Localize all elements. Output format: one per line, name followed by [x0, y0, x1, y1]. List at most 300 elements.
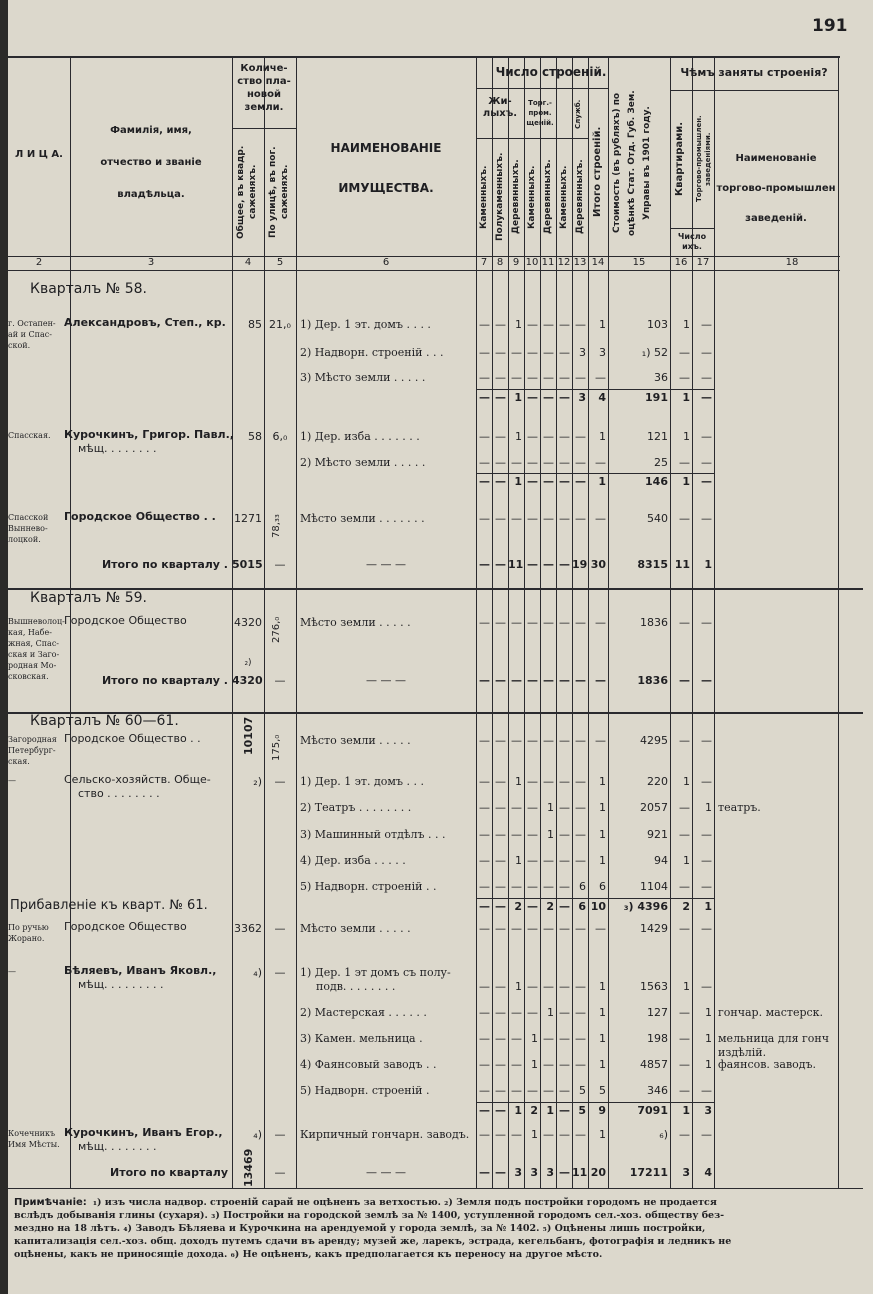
cell-col-16: 11 [674, 558, 690, 571]
cell-col-17: — [701, 371, 712, 384]
cell-col-7: — [479, 456, 490, 469]
cell-col-7: — [479, 900, 490, 913]
cell-col-8: — [495, 880, 506, 893]
street-line: — [8, 967, 16, 976]
header-land-line: новой [247, 89, 281, 100]
cell-col-15: 127 [647, 1006, 668, 1019]
cell-col-17: 3 [704, 1104, 712, 1117]
header-wood: Деревянныхъ. [511, 159, 521, 235]
cell-col-8: — [495, 854, 506, 867]
cell-col-14: 1 [599, 775, 606, 788]
header-owner-line: владѣльца. [117, 189, 185, 200]
cell-col-15: 1563 [640, 980, 668, 993]
cell-col-13: — [575, 430, 586, 443]
cell-col-16: — [679, 801, 690, 814]
cell-col-11: 2 [546, 900, 554, 913]
cell-col-13: 11 [572, 1166, 588, 1179]
cell-col-15: 4295 [640, 734, 668, 747]
cell-col-12: — [559, 456, 570, 469]
cell-col-14: 30 [590, 558, 606, 571]
cell-col-9: — [511, 922, 522, 935]
street-name [8, 318, 70, 351]
land-street: 276,₀ [271, 616, 282, 644]
cell-col-16: 1 [683, 980, 690, 993]
footnote-text: мездно на 18 лѣтъ. ₄) Заводъ Бѣляева и Курочкина на арендуемой у города землѣ, за № 1402. ₅) Оцѣнены лишь постройки, [14, 1223, 706, 1234]
cell-col-10: — [527, 980, 538, 993]
cell-col-15: 103 [647, 318, 668, 331]
cell-col-15: 921 [647, 828, 668, 841]
cell-col-13: 5 [579, 1084, 586, 1097]
cell-col-14: 3 [599, 346, 606, 359]
cell-col-8: — [495, 980, 506, 993]
header-owner-line: Фамилія, имя, [110, 125, 192, 136]
cell-col-16: — [679, 616, 690, 629]
cell-col-11: — [543, 854, 554, 867]
column-number: 3 [147, 257, 155, 268]
cell-col-10: — [527, 371, 538, 384]
cell-col-16: — [679, 1058, 690, 1071]
cell-col-11: — [543, 346, 554, 359]
cell-col-8: — [495, 1032, 506, 1045]
street-name [8, 430, 70, 441]
cell-col-12: — [559, 558, 570, 571]
cell-col-12: — [559, 1058, 570, 1071]
header-land-line: Количе- [240, 63, 288, 74]
cell-col-15: 121 [647, 430, 668, 443]
cell-col-13: 3 [578, 391, 586, 404]
street-line: Имя Мѣсты. [8, 1140, 60, 1149]
cell-col-10: 1 [531, 1128, 538, 1141]
cell-col-13: 6 [578, 900, 586, 913]
footnote-line [14, 1248, 864, 1261]
subtotal-line [476, 1102, 714, 1103]
cell-col-16: — [679, 1032, 690, 1045]
cell-col-11: — [543, 558, 554, 571]
street-line: жная, Спас- [8, 639, 59, 648]
cell-col-8: — [495, 922, 506, 935]
cell-col-7: — [479, 430, 490, 443]
street-line: г. Остапен- [8, 319, 56, 328]
cell-col-16: — [679, 828, 690, 841]
cell-col-17: — [701, 1084, 712, 1097]
cell-col-12: — [559, 900, 570, 913]
cell-col-17: — [701, 391, 712, 404]
cell-col-10: — [527, 854, 538, 867]
header-buildings [476, 66, 626, 79]
grid-vline [838, 56, 839, 1188]
cell-col-7: — [479, 1084, 490, 1097]
cell-col-8: — [495, 900, 506, 913]
street-name [8, 1128, 70, 1150]
cell-col-9: 1 [514, 391, 522, 404]
cell-col-16: 1 [682, 1104, 690, 1117]
land-street: — [274, 775, 286, 788]
header-property-line: ИМУЩЕСТВА. [338, 181, 434, 195]
land-street: — [274, 558, 286, 571]
cell-col-14: — [595, 371, 606, 384]
property-name-cont: подв. . . . . . . . [316, 980, 396, 993]
cell-col-13: — [575, 1006, 586, 1019]
cell-col-11: — [543, 616, 554, 629]
cell-col-7: — [479, 922, 490, 935]
street-line: кая, Набе- [8, 628, 52, 637]
land-street: 6,₀ [272, 430, 288, 443]
cell-col-15: 2057 [640, 801, 668, 814]
cell-col-11: — [543, 775, 554, 788]
cell-col-13: — [575, 674, 586, 687]
footnote-text: ₁) изъ числа надвор. строеній сарай не оцѣненъ за ветхостью. ₂) Земля подъ постройки городомъ не продается [92, 1197, 717, 1208]
page-number: 191 [812, 16, 848, 36]
grid-hline-buildings [476, 88, 608, 89]
street-line: сковская. [8, 672, 49, 681]
cell-col-13: — [575, 1032, 586, 1045]
cell-col-13: 5 [578, 1104, 586, 1117]
cell-col-12: — [559, 346, 570, 359]
property-name: 2) Надворн. строеній . . . [300, 346, 444, 359]
property-name: — — — [366, 674, 406, 687]
property-name: 1) Дер. 1 эт домъ съ полу- [300, 966, 451, 979]
cell-col-17: — [701, 734, 712, 747]
column-number: 6 [382, 257, 390, 268]
column-number: 2 [35, 257, 43, 268]
column-number: 18 [785, 257, 799, 268]
establishment-name: фаянсов. заводъ. [718, 1058, 817, 1071]
column-number: 9 [512, 257, 520, 268]
page-gutter [0, 0, 8, 1294]
header-street [8, 148, 70, 161]
cell-col-8: — [495, 1058, 506, 1071]
cell-col-11: — [543, 456, 554, 469]
cell-col-9: 1 [515, 430, 522, 443]
grid-hline-count [670, 228, 714, 229]
street-line: Загородная [8, 735, 57, 744]
cell-col-9: 1 [515, 854, 522, 867]
cell-col-8: — [495, 475, 506, 488]
grid-vline-sub [556, 88, 557, 138]
cell-col-14: — [595, 734, 606, 747]
cell-col-8: — [495, 775, 506, 788]
cell-col-12: — [559, 1166, 570, 1179]
cell-col-15: 191 [645, 391, 668, 404]
cell-col-7: — [479, 391, 490, 404]
cell-col-7: — [479, 1032, 490, 1045]
street-line: — [8, 776, 16, 785]
owner-name-cont: мѣщ. . . . . . . . . [78, 978, 164, 991]
land-total: 85 [248, 318, 262, 331]
cell-col-12: — [559, 475, 570, 488]
header-land-line: ство пла- [237, 76, 291, 87]
cell-col-16: — [679, 880, 690, 893]
cell-col-11: — [543, 512, 554, 525]
cell-col-15: 1429 [640, 922, 668, 935]
street-name [8, 922, 70, 944]
cell-col-10: 2 [530, 1104, 538, 1117]
cell-col-9: — [511, 880, 522, 893]
cell-col-7: — [479, 318, 490, 331]
cell-col-7: — [479, 616, 490, 629]
street-name [8, 734, 70, 767]
cell-col-13: — [575, 512, 586, 525]
column-number: 15 [632, 257, 646, 268]
street-line: Выннево- [8, 524, 48, 533]
land-street: — [274, 1166, 286, 1179]
cell-col-10: — [527, 512, 538, 525]
cell-col-13: — [575, 854, 586, 867]
header-property-line: НАИМЕНОВАНІЕ [330, 141, 442, 155]
header-land-street: По улицѣ, въ пог. [268, 146, 278, 238]
property-name: 5) Надворн. строеній . . [300, 880, 437, 893]
cell-col-7: — [479, 1166, 490, 1179]
cell-col-12: — [559, 512, 570, 525]
header-trade-stone: Каменныхъ. [527, 165, 537, 229]
cell-col-14: 1 [599, 430, 606, 443]
cell-col-10: — [527, 346, 538, 359]
cell-col-13: — [575, 371, 586, 384]
land-total: 5015 [232, 558, 263, 571]
cell-col-11: — [543, 734, 554, 747]
cell-col-12: — [559, 828, 570, 841]
header-count-line: ихъ. [682, 242, 702, 251]
header-service: Служб. [574, 99, 582, 129]
cell-col-10: — [527, 456, 538, 469]
property-name: Мѣсто земли . . . . . [300, 616, 411, 629]
property-name: Мѣсто земли . . . . . . . [300, 512, 425, 525]
column-number: 4 [244, 257, 252, 268]
land-street: 175,₀ [271, 734, 282, 762]
cell-col-13: — [575, 922, 586, 935]
cell-col-8: — [495, 558, 506, 571]
cell-col-7: — [479, 475, 490, 488]
establishment-name: мельница для гонч [718, 1032, 830, 1045]
cell-col-17: — [701, 318, 712, 331]
cell-col-9: — [511, 456, 522, 469]
property-name: 4) Фаянсовый заводъ . . [300, 1058, 437, 1071]
property-name: 2) Мѣсто земли . . . . . [300, 456, 426, 469]
owner-name: Городское Общество [64, 614, 187, 627]
column-number: 5 [276, 257, 284, 268]
subtotal-line [476, 898, 714, 899]
header-trade-establishments: заведеніями. [704, 132, 712, 186]
header-living [476, 96, 524, 120]
cell-col-17: — [701, 475, 712, 488]
cell-col-14: 20 [590, 1166, 606, 1179]
cell-col-15: 7091 [637, 1104, 668, 1117]
footnote-label: Примѣчаніе: [14, 1197, 87, 1208]
land-total: 1271 [234, 512, 262, 525]
cell-col-9: — [511, 1058, 522, 1071]
cell-col-8: — [495, 616, 506, 629]
column-number: 16 [674, 257, 688, 268]
cell-col-7: — [479, 1128, 490, 1141]
establishment-name: театръ. [718, 801, 761, 814]
cell-col-9: — [511, 1032, 522, 1045]
cell-col-12: — [559, 854, 570, 867]
header-service-stone: Каменныхъ. [559, 165, 569, 229]
cell-col-11: — [543, 371, 554, 384]
cell-col-17: — [701, 346, 712, 359]
quarter-title: Кварталъ № 59. [30, 590, 147, 606]
footnote-line [14, 1209, 864, 1222]
cell-col-10: — [527, 430, 538, 443]
owner-name: Городское Общество [64, 920, 187, 933]
cell-col-9: — [511, 734, 522, 747]
cell-col-16: — [679, 456, 690, 469]
cell-col-9: — [511, 1084, 522, 1097]
footnote-line [14, 1235, 864, 1248]
street-line: Петербург- [8, 746, 56, 755]
cell-col-13: — [575, 475, 586, 488]
cell-col-13: 6 [579, 880, 586, 893]
header-value: Стоимость (въ рубляхъ) по [612, 92, 622, 234]
property-name: 2) Мастерская . . . . . . [300, 1006, 427, 1019]
property-name: — — — [366, 1166, 406, 1179]
header-establishment [714, 144, 838, 234]
land-total: ₄) [253, 966, 262, 979]
street-name [8, 966, 70, 977]
quarter-title: Кварталъ № 58. [30, 281, 147, 297]
property-name: 1) Дер. 1 эт. домъ . . . [300, 775, 424, 788]
cell-col-17: 4 [704, 1166, 712, 1179]
cell-col-10: — [527, 674, 538, 687]
footnote-line [14, 1222, 864, 1235]
cell-col-8: — [495, 1006, 506, 1019]
owner-name: Городское Общество . . [64, 732, 201, 745]
land-street: — [274, 1128, 286, 1141]
cell-col-8: — [495, 391, 506, 404]
cell-col-9: 2 [514, 900, 522, 913]
cell-col-17: — [701, 1128, 712, 1141]
street-name [8, 512, 70, 545]
header-trade-wood: Деревянныхъ. [543, 159, 553, 235]
street-line: Кочечникъ [8, 1129, 56, 1138]
cell-col-15: ₆) [659, 1128, 668, 1141]
property-name: 3) Машинный отдѣлъ . . . [300, 828, 446, 841]
cell-col-15: 17211 [629, 1166, 668, 1179]
cell-col-17: — [701, 880, 712, 893]
owner-name: Бѣляевъ, Иванъ Яковл., [64, 964, 217, 977]
cell-col-8: — [495, 674, 506, 687]
cell-col-11: — [543, 922, 554, 935]
cell-col-11: — [543, 1032, 554, 1045]
cell-col-11: — [543, 1128, 554, 1141]
cell-col-7: — [479, 674, 490, 687]
cell-col-16: — [679, 674, 690, 687]
cell-col-13: 3 [579, 346, 586, 359]
cell-col-17: — [701, 616, 712, 629]
cell-col-8: — [495, 318, 506, 331]
cell-col-17: — [701, 512, 712, 525]
street-line: Жорано. [8, 934, 45, 943]
cell-col-7: — [479, 828, 490, 841]
cell-col-8: — [495, 1166, 506, 1179]
cell-col-13: — [575, 616, 586, 629]
header-street-line: Л И Ц А. [15, 149, 63, 160]
column-number: 8 [496, 257, 504, 268]
footnote-text: вслѣдъ добыванія глины (сухаря). ₃) Постройки на городской землѣ за № 1400, уступленной городомъ сел.-хоз. обществу без- [14, 1210, 725, 1221]
column-number: 14 [591, 257, 605, 268]
cell-col-8: — [495, 456, 506, 469]
cell-col-9: — [511, 346, 522, 359]
footnote-line [14, 1196, 864, 1209]
cell-col-8: — [495, 801, 506, 814]
header-land-street: саженяхъ. [280, 164, 290, 220]
cell-col-10: — [527, 1084, 538, 1097]
cell-col-12: — [559, 1006, 570, 1019]
cell-col-12: — [559, 775, 570, 788]
cell-col-7: — [479, 980, 490, 993]
cell-col-10: 1 [531, 1032, 538, 1045]
cell-col-16: — [679, 734, 690, 747]
land-street: 21,₀ [269, 318, 291, 331]
quarter-addition-title: Прибавленіе къ кварт. № 61. [10, 898, 208, 913]
header-stone: Каменныхъ. [479, 165, 489, 229]
header-owner-line: отчество и званіе [100, 157, 202, 168]
cell-col-14: 1 [599, 1128, 606, 1141]
cell-col-17: 1 [705, 801, 712, 814]
owner-name: Сельско-хозяйств. Обще- [64, 773, 211, 786]
street-name [8, 775, 70, 786]
owner-name-cont: ство . . . . . . . . [78, 787, 160, 800]
cell-col-13: 19 [572, 558, 588, 571]
cell-col-17: — [701, 674, 712, 687]
cell-col-8: — [495, 1128, 506, 1141]
cell-col-13: — [575, 456, 586, 469]
owner-name: Городское Общество . . [64, 510, 216, 523]
header-buildings-line: Число строеній. [495, 65, 607, 79]
cell-col-7: — [479, 1006, 490, 1019]
cell-col-17: — [701, 456, 712, 469]
cell-col-16: 1 [683, 430, 690, 443]
cell-col-17: — [701, 430, 712, 443]
cell-col-10: 3 [530, 1166, 538, 1179]
footnote-text: оцѣнены, какъ не приносящіе дохода. ₆) Не оцѣненъ, какъ предполагается къ переносу на другое мѣсто. [14, 1249, 603, 1260]
header-total-buildings: Итого строеній. [592, 126, 603, 218]
cell-col-10: — [527, 734, 538, 747]
cell-col-9: 1 [515, 980, 522, 993]
cell-col-11: — [543, 318, 554, 331]
cell-col-12: — [559, 1128, 570, 1141]
cell-col-15: ₃) 4396 [623, 900, 668, 913]
cell-col-7: — [479, 775, 490, 788]
cell-col-10: — [527, 1006, 538, 1019]
footnote [14, 1196, 864, 1261]
header-establishment-line: Наименованіе [735, 153, 817, 164]
cell-col-12: — [559, 391, 570, 404]
cell-col-13: — [575, 318, 586, 331]
property-name: Мѣсто земли . . . . . [300, 734, 411, 747]
header-occupied [670, 66, 838, 79]
column-number: 13 [573, 257, 587, 268]
owner-name: Александровъ, Степ., кр. [64, 316, 226, 329]
cell-col-9: — [511, 1006, 522, 1019]
land-total: 4320 [232, 674, 263, 687]
cell-col-13: — [575, 828, 586, 841]
header-apartments: Квартирами. [674, 121, 685, 197]
cell-col-14: 4 [598, 391, 606, 404]
street-line: Вышневолоц- [8, 617, 65, 626]
cell-col-8: — [495, 512, 506, 525]
cell-col-17: 1 [704, 900, 712, 913]
cell-col-12: — [559, 922, 570, 935]
property-name: Мѣсто земли . . . . . [300, 922, 411, 935]
cell-col-7: — [479, 1104, 490, 1117]
cell-col-17: 1 [705, 1058, 712, 1071]
land-total-note: ₂) [244, 658, 252, 668]
grid-hline-land [232, 128, 296, 129]
header-trade-establishments: Торгово-промышлен. [695, 115, 703, 203]
cell-col-14: 1 [598, 475, 606, 488]
cell-col-10: — [527, 801, 538, 814]
